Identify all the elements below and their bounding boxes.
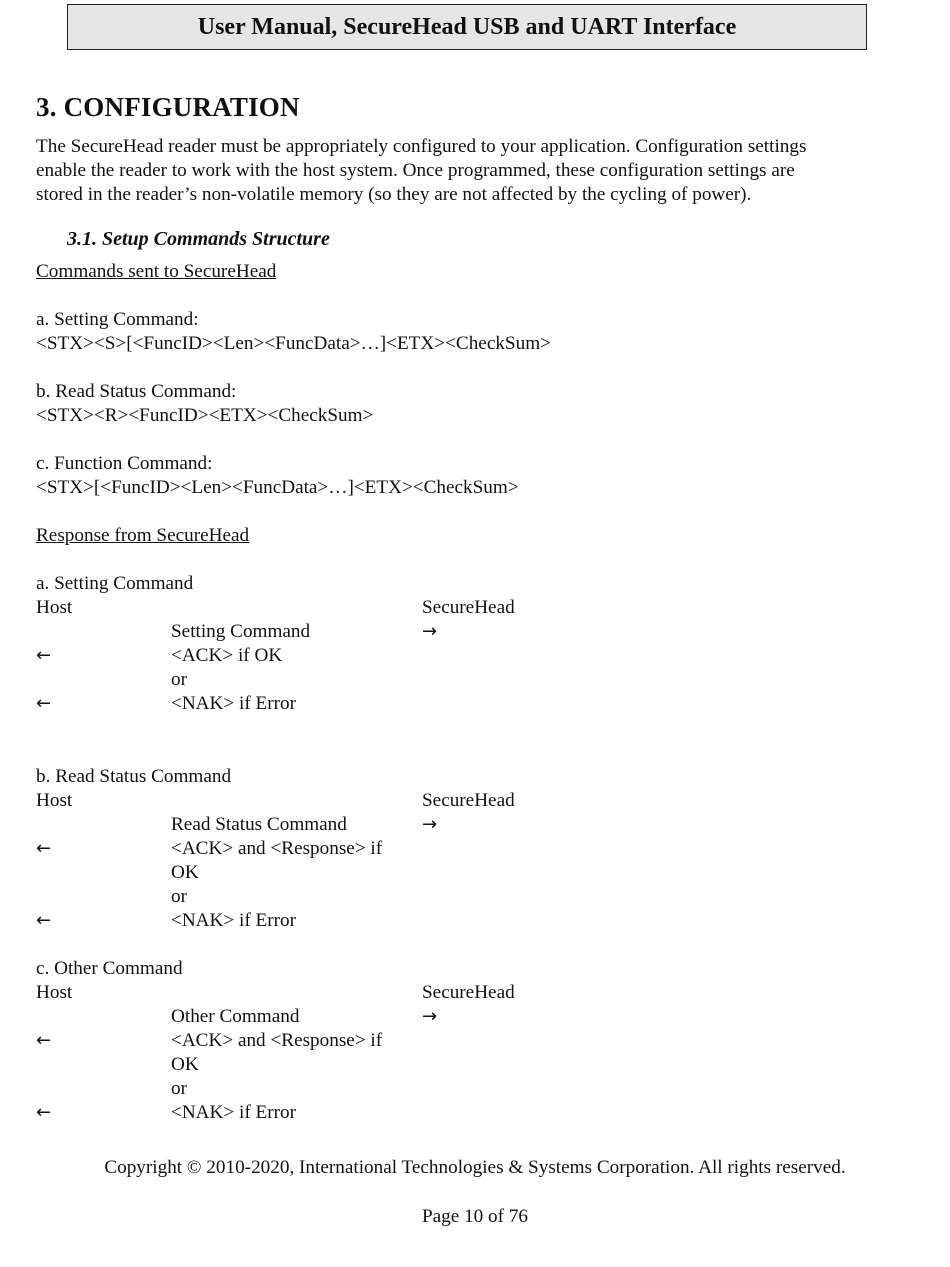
intro-line: enable the reader to work with the host system. Once programmed, these configuration settings are [36,160,795,181]
response-title: Response from SecureHead [36,525,250,546]
response-heading: a. Setting Command [36,573,194,594]
ack-response: <ACK> and <Response> if [171,838,383,859]
response-heading: b. Read Status Command [36,766,232,787]
host-label: Host [36,790,73,811]
command-syntax: <STX><R><FuncID><ETX><CheckSum> [36,405,374,426]
response-heading: c. Other Command [36,958,183,979]
subsection-heading: 3.1. Setup Commands Structure [67,228,330,250]
or-text: or [171,1078,187,1099]
device-label: SecureHead [422,982,515,1003]
nak-response: <NAK> if Error [171,1102,297,1123]
arrow-left-icon: ← [36,1102,52,1123]
arrow-left-icon: ← [36,838,52,859]
arrow-left-icon: ← [36,645,52,666]
ack-response-cont: OK [171,1054,199,1075]
command-name: Other Command [171,1006,300,1027]
ack-response: <ACK> if OK [171,645,283,666]
arrow-left-icon: ← [36,693,52,714]
document-header [67,4,867,50]
nak-response: <NAK> if Error [171,693,297,714]
intro-line: The SecureHead reader must be appropriately configured to your application. Configuration settings [36,136,807,157]
device-label: SecureHead [422,790,515,811]
arrow-right-icon: → [422,814,438,835]
command-syntax: <STX>[<FuncID><Len><FuncData>…]<ETX><CheckSum> [36,477,519,498]
command-name: Read Status Command [171,814,347,835]
arrow-left-icon: ← [36,910,52,931]
command-syntax: <STX><S>[<FuncID><Len><FuncData>…]<ETX><CheckSum> [36,333,551,354]
arrow-left-icon: ← [36,1030,52,1051]
nak-response: <NAK> if Error [171,910,297,931]
intro-paragraph [36,135,916,207]
command-label: c. Function Command: [36,453,213,474]
copyright-text: Copyright © 2010-2020, International Technologies & Systems Corporation. All rights reserved. [104,1157,846,1178]
commands-sent-title: Commands sent to SecureHead [36,261,277,282]
arrow-right-icon: → [422,1006,438,1027]
or-text: or [171,886,187,907]
page-number: Page 10 of 76 [421,1206,529,1227]
host-label: Host [36,982,73,1003]
device-label: SecureHead [422,597,515,618]
command-label: b. Read Status Command: [36,381,237,402]
ack-response: <ACK> and <Response> if [171,1030,383,1051]
or-text: or [171,669,187,690]
host-label: Host [36,597,73,618]
command-name: Setting Command [171,621,311,642]
command-label: a. Setting Command: [36,309,199,330]
intro-line: stored in the reader’s non-volatile memory (so they are not affected by the cycling of power). [36,184,752,205]
section-heading: 3. CONFIGURATION [36,92,300,122]
arrow-right-icon: → [422,621,438,642]
ack-response-cont: OK [171,862,199,883]
document-title: User Manual, SecureHead USB and UART Interface [197,13,737,40]
